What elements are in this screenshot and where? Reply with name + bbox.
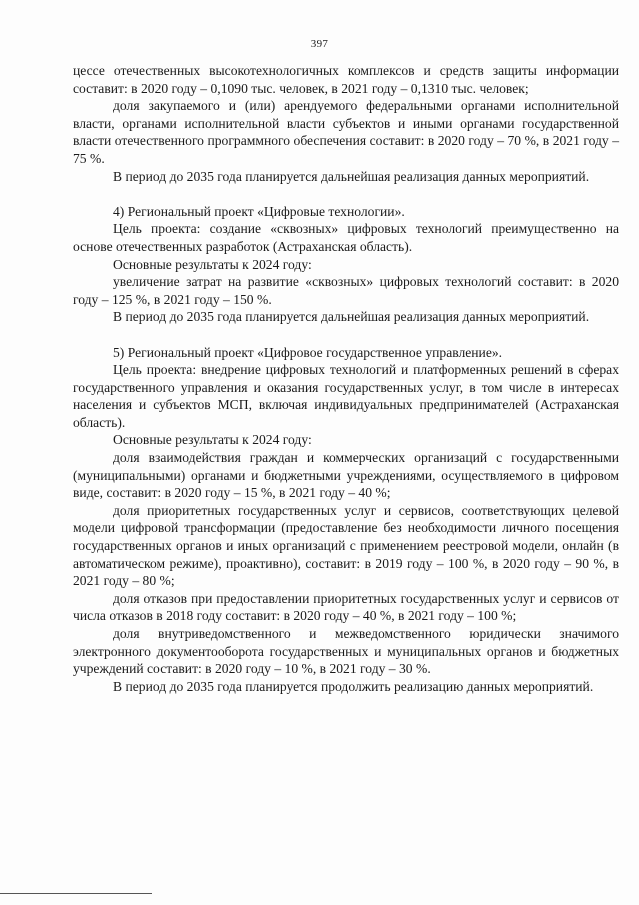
section-heading: 4) Региональный проект «Цифровые технологии». <box>113 203 405 219</box>
paragraph: доля взаимодействия граждан и коммерческих организаций с государственными (муниципальными) органами и бюджетными учреждениями, осуществляемого в цифровом виде, составит: в 2020 году – 15 %, в 2021 году – 40 %; <box>73 450 619 501</box>
document-body <box>73 62 619 695</box>
paragraph: Цель проекта: внедрение цифровых технологий и платформенных решений в сферах государственного управления и оказания государственных услуг, в том числе в интересах населения и субъектов МСП, включая индивидуальных предпринимателей (Астраханская область). <box>73 362 619 430</box>
paragraph: В период до 2035 года планируется дальнейшая реализация данных мероприятий. <box>113 168 590 184</box>
footer-rule <box>0 893 152 894</box>
spacer <box>73 326 619 344</box>
paragraph: В период до 2035 года планируется дальнейшая реализация данных мероприятий. <box>113 309 590 325</box>
paragraph: Цель проекта: создание «сквозных» цифровых технологий преимущественно на основе отечественных разработок (Астраханская область). <box>73 221 619 254</box>
paragraph: доля внутриведомственного и межведомственного юридически значимого электронного документооборота государственных и муниципальных органов и бюджетных учреждений составит: в 2020 году – 10 %, в 2021 году – 30 %. <box>73 626 619 677</box>
paragraph: доля отказов при предоставлении приоритетных государственных услуг и сервисов от числа отказов в 2018 году составит: в 2020 году – 40 %, в 2021 году – 100 %; <box>73 590 619 624</box>
paragraph: доля закупаемого и (или) арендуемого федеральными органами исполнительной власти, органами исполнительной власти субъектов и иными органами государственной власти отечественного программного обеспечения составит: в 2020 году – 70 %, в 2021 году – 75 %. <box>73 98 619 166</box>
paragraph: Основные результаты к 2024 году: <box>113 432 312 448</box>
paragraph: цессе отечественных высокотехнологичных комплексов и средств защиты информации составит: в 2020 году – 0,1090 тыс. человек, в 2021 году – 0,1310 тыс. человек; <box>73 63 619 96</box>
paragraph: Основные результаты к 2024 году: <box>113 256 312 272</box>
spacer <box>73 185 619 203</box>
paragraph: В период до 2035 года планируется продолжить реализацию данных мероприятий. <box>113 678 594 694</box>
section-heading: 5) Региональный проект «Цифровое государственное управление». <box>113 344 503 360</box>
page-number: 397 <box>310 38 329 50</box>
paragraph: увеличение затрат на развитие «сквозных» цифровых технологий составит: в 2020 году – 125 %, в 2021 году – 150 %. <box>73 274 619 307</box>
paragraph: доля приоритетных государственных услуг и сервисов, соответствующих целевой модели цифровой трансформации (предоставление без необходимости личного посещения государственных органов и иных организаций с применением реестровой модели, онлайн (в автоматическом режиме), проактивно), составит: в 2019 году – 100 %, в 2020 году – 90 %, в 2021 году – 80 %; <box>73 502 619 589</box>
